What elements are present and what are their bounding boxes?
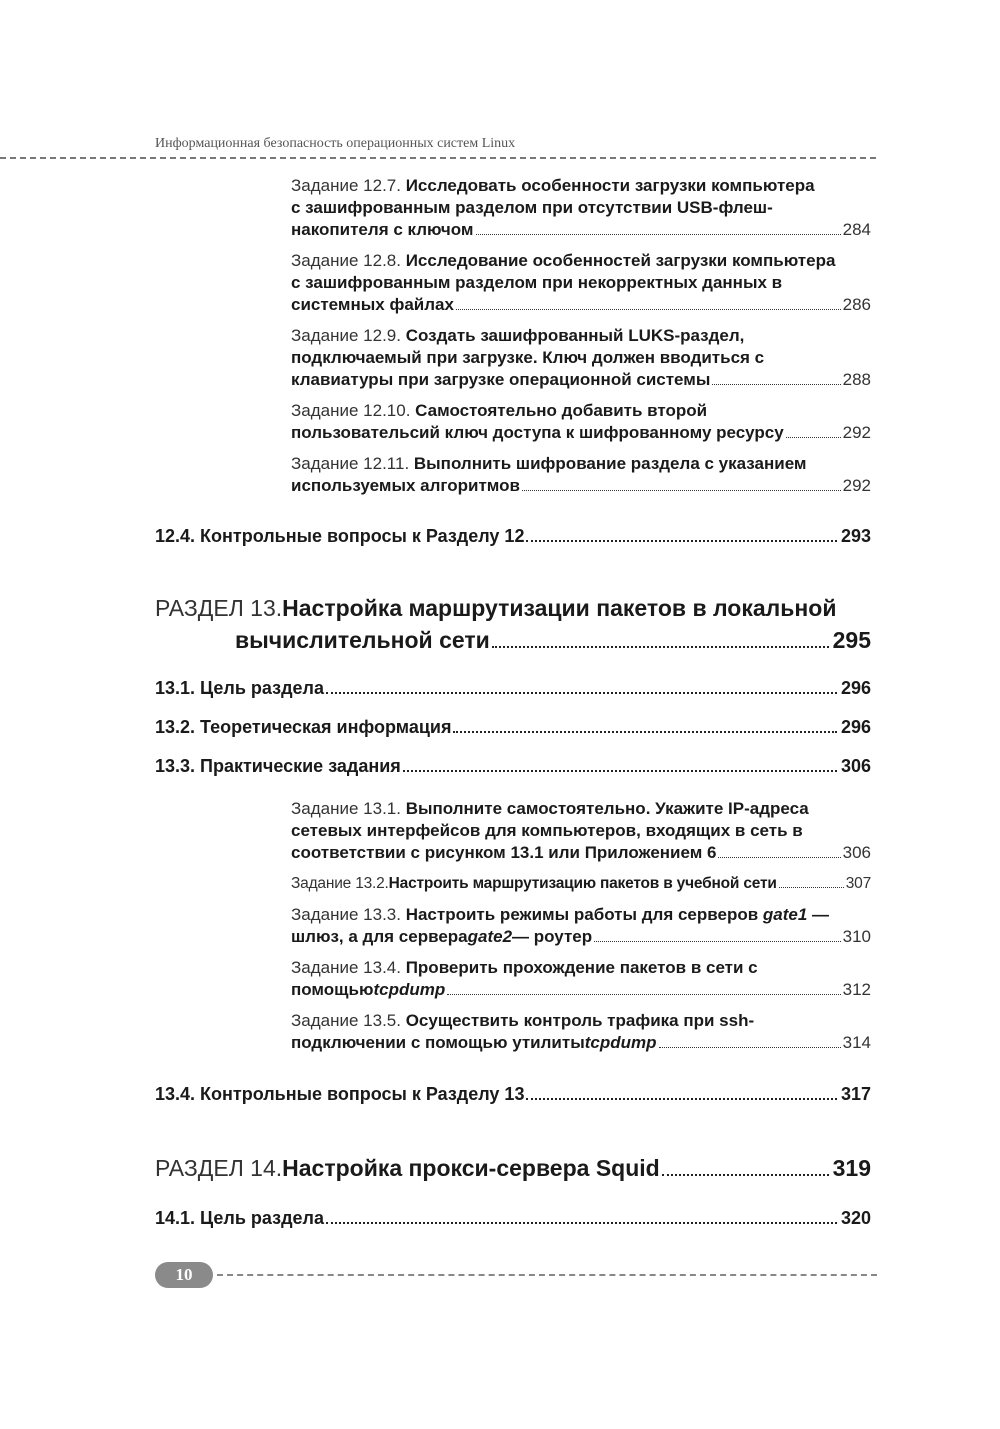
task-title-part: —: [807, 905, 830, 924]
leader-dots: [476, 234, 841, 235]
leader-dots: [456, 309, 841, 310]
leader-dots: [662, 1174, 829, 1176]
task-prefix: Задание 12.9.: [291, 326, 406, 345]
task-title-part: Настроить режимы работы для серверов: [405, 905, 763, 924]
leader-dots: [526, 1098, 836, 1100]
toc-section-13-3[interactable]: [155, 754, 871, 778]
task-title-italic: tcpdump: [373, 980, 446, 999]
toc-section-14-1[interactable]: [155, 1206, 871, 1230]
chapter-title-line: вычислительной сети: [235, 627, 490, 653]
leader-dots: [712, 384, 840, 385]
toc-task-12-7[interactable]: [291, 175, 871, 241]
section-title: 13.1. Цель раздела: [155, 678, 324, 698]
section-title: 12.4. Контрольные вопросы к Разделу 12: [155, 526, 525, 546]
page-footer: [155, 1262, 877, 1288]
toc-section-13-2[interactable]: [155, 715, 871, 739]
leader-dots: [718, 857, 840, 858]
toc-content: [155, 175, 871, 1230]
task-title-line: с зашифрованным разделом при некорректных данных в: [291, 273, 783, 292]
page-ref: 310: [842, 927, 871, 946]
toc-task-13-2[interactable]: [291, 873, 871, 895]
header-divider: [0, 157, 876, 159]
task-title-line: с зашифрованным разделом при отсутствии USB-флеш-: [291, 198, 773, 217]
leader-dots: [453, 731, 836, 733]
task-title-line: системных файлах: [291, 295, 454, 314]
page-ref: 306: [840, 756, 871, 776]
page-ref: 312: [842, 980, 871, 999]
task-title-line: пользовательсий ключ доступа к шифрованному ресурсу: [291, 423, 784, 442]
task-prefix: Задание 13.5.: [291, 1011, 406, 1030]
task-title-line: Осуществить контроль трафика при ssh-: [405, 1011, 755, 1030]
page-ref: 319: [832, 1155, 871, 1181]
task-title-line: Исследовать особенности загрузки компьютера: [405, 176, 815, 195]
page-ref: 307: [845, 875, 871, 892]
task-title-italic: gate1: [762, 905, 808, 924]
toc-section-12-4[interactable]: [155, 524, 871, 548]
task-title-part: помощью: [291, 980, 374, 999]
task-title-italic: tcpdump: [584, 1033, 657, 1052]
task-prefix: Задание 13.4.: [291, 958, 406, 977]
leader-dots: [492, 646, 829, 648]
leader-dots: [526, 540, 836, 542]
page-ref: 295: [832, 627, 871, 653]
task-title-line: соответствии с рисунком 13.1 или Приложением 6: [291, 843, 717, 862]
toc-task-12-11[interactable]: [291, 453, 871, 497]
task-prefix: Задание 13.1.: [291, 799, 406, 818]
page-ref: 296: [840, 678, 871, 698]
task-title-line: Выполнить шифрование раздела с указанием: [413, 454, 807, 473]
page-ref: 292: [842, 476, 871, 495]
toc-task-12-9[interactable]: [291, 325, 871, 391]
task-prefix: Задание 13.3.: [291, 905, 406, 924]
leader-dots: [779, 887, 844, 888]
toc-task-13-4[interactable]: [291, 957, 871, 1001]
page-ref: 293: [840, 526, 871, 546]
task-prefix: Задание 12.8.: [291, 251, 406, 270]
toc-chapter-14[interactable]: [155, 1152, 871, 1184]
task-title-line: накопителя с ключом: [291, 220, 474, 239]
section-title: 13.2. Теоретическая информация: [155, 717, 452, 737]
page-ref: 288: [842, 370, 871, 389]
task-prefix: Задание 13.2.: [291, 875, 389, 892]
task-title-line: Исследование особенностей загрузки компьютера: [405, 251, 836, 270]
task-title-line: используемых алгоритмов: [291, 476, 520, 495]
task-title-part: шлюз, а для сервера: [291, 927, 468, 946]
task-title-part: — роутер: [512, 927, 593, 946]
toc-chapter-13[interactable]: [155, 592, 871, 656]
page-number-badge: 10: [155, 1262, 213, 1288]
page-ref: 317: [840, 1084, 871, 1104]
task-prefix: Задание 12.7.: [291, 176, 406, 195]
footer-divider: [217, 1274, 877, 1276]
toc-task-13-3[interactable]: [291, 904, 871, 948]
section-title: 13.3. Практические задания: [155, 756, 401, 776]
toc-section-13-4[interactable]: [155, 1082, 871, 1106]
task-title-line: Создать зашифрованный LUKS-раздел,: [405, 326, 745, 345]
task-title-line: Выполните самостоятельно. Укажите IP-адреса: [405, 799, 809, 818]
page-ref: 292: [842, 423, 871, 442]
task-title-line: Настроить маршрутизацию пакетов в учебной сети: [388, 875, 777, 892]
chapter-prefix: РАЗДЕЛ 14.: [155, 1155, 283, 1181]
leader-dots: [594, 941, 840, 942]
page-ref: 286: [842, 295, 871, 314]
toc-task-13-5[interactable]: [291, 1010, 871, 1054]
task-title-italic: gate2: [467, 927, 513, 946]
task-title-line: подключаемый при загрузке. Ключ должен вводиться с: [291, 348, 765, 367]
toc-section-13-1[interactable]: [155, 676, 871, 700]
toc-task-12-10[interactable]: [291, 400, 871, 444]
running-head: Информационная безопасность операционных систем Linux: [155, 136, 516, 151]
leader-dots: [403, 770, 837, 772]
leader-dots: [786, 437, 841, 438]
leader-dots: [326, 692, 837, 694]
chapter-title-line: Настройка маршрутизации пакетов в локальной: [282, 595, 837, 621]
toc-task-13-1[interactable]: [291, 798, 871, 864]
chapter-prefix: РАЗДЕЛ 13.: [155, 595, 283, 621]
leader-dots: [522, 490, 841, 491]
task-prefix: Задание 12.10.: [291, 401, 416, 420]
task-prefix: Задание 12.11.: [291, 454, 414, 473]
leader-dots: [326, 1222, 837, 1224]
task-title-line: Самостоятельно добавить второй: [415, 401, 708, 420]
task-title-line: Проверить прохождение пакетов в сети с: [405, 958, 758, 977]
page-ref: 314: [842, 1033, 871, 1052]
toc-task-12-8[interactable]: [291, 250, 871, 316]
section-title: 14.1. Цель раздела: [155, 1208, 324, 1228]
leader-dots: [447, 994, 840, 995]
chapter-title-line: Настройка прокси-сервера Squid: [282, 1155, 660, 1181]
task-title-line: клавиатуры при загрузке операционной системы: [291, 370, 711, 389]
leader-dots: [659, 1047, 841, 1048]
task-title-line: сетевых интерфейсов для компьютеров, входящих в сеть в: [291, 821, 803, 840]
page-ref: 296: [840, 717, 871, 737]
page-ref: 320: [840, 1208, 871, 1228]
page-ref: 306: [842, 843, 871, 862]
section-title: 13.4. Контрольные вопросы к Разделу 13: [155, 1084, 525, 1104]
page-ref: 284: [842, 220, 871, 239]
task-title-part: подключении с помощью утилиты: [291, 1033, 585, 1052]
